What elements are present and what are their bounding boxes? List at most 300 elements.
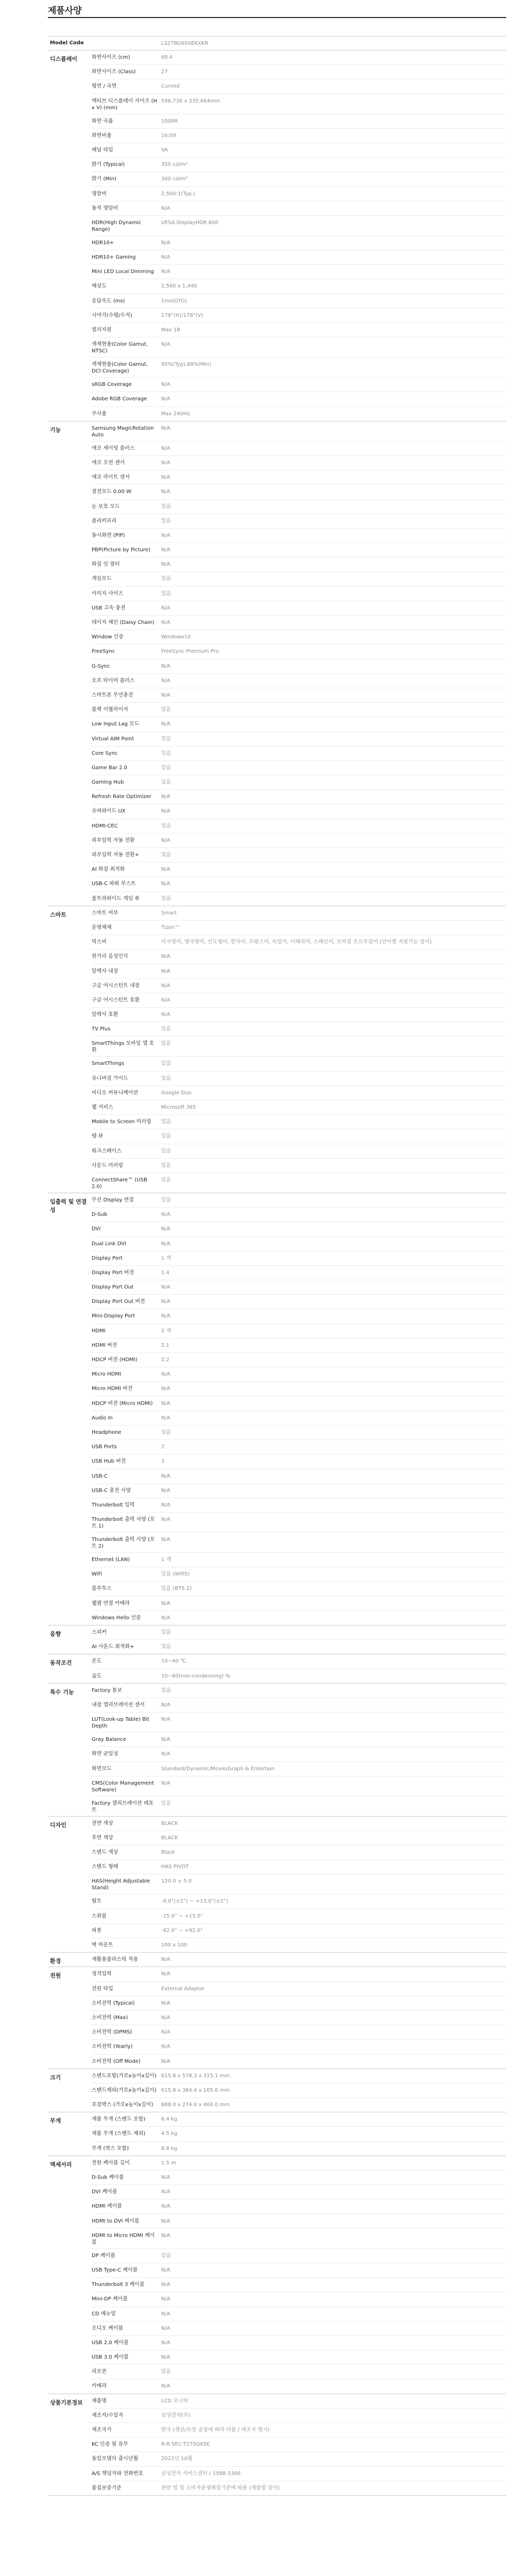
spec-value: N/A xyxy=(161,808,170,815)
spec-label: D-Sub xyxy=(92,1212,108,1218)
spec-label: 사운드 미러링 xyxy=(92,1162,124,1168)
spec-label: 리모콘 xyxy=(92,2369,107,2375)
spec-label: 화질 잇 필터 xyxy=(92,562,120,568)
spec-label: 벽 마운트 xyxy=(92,1942,113,1948)
spec-value: 1.5 m xyxy=(161,2160,176,2166)
spec-label: 구글 어시스턴트 호환 xyxy=(92,997,140,1003)
spec-row xyxy=(92,442,506,456)
spec-label: Factory 통보 xyxy=(92,1687,123,1693)
spec-value: N/A xyxy=(161,1241,170,1247)
spec-value: N/A xyxy=(161,2000,170,2006)
spec-row xyxy=(92,1909,506,1924)
spec-label: 후면 색상 xyxy=(92,1835,113,1841)
spec-label: 소비전력 (Yearly) xyxy=(92,2044,133,2050)
spec-label: AI 사운드 최적화+ xyxy=(92,1644,134,1650)
spec-label: USB Ports xyxy=(92,1444,117,1450)
spec-label: 무선 Display 연결 xyxy=(92,1197,134,1203)
spec-value: N/A xyxy=(161,982,170,989)
spec-row xyxy=(92,158,506,172)
spec-row xyxy=(92,421,506,442)
spec-row xyxy=(92,1295,506,1309)
spec-value: VA xyxy=(161,147,168,153)
spec-value: N/A xyxy=(161,677,170,684)
spec-label: 주사율 xyxy=(92,411,107,417)
spec-value: 27 xyxy=(161,69,168,75)
spec-row xyxy=(92,2199,506,2214)
spec-label: 포장박스 (가로x높이x깊이) xyxy=(92,2102,153,2108)
spec-label: WiFi xyxy=(92,1571,102,1578)
spec-label: 재활용플라스틱 적용 xyxy=(92,1957,139,1963)
spec-row xyxy=(92,2409,506,2423)
spec-label: 시야각(수평/수직) xyxy=(92,312,132,318)
spec-section xyxy=(48,2069,506,2112)
spec-row xyxy=(92,500,506,514)
spec-section xyxy=(48,1625,506,1654)
spec-label: 동시화면 (PIP) xyxy=(92,532,125,538)
spec-value: 있음 xyxy=(161,1119,171,1125)
spec-value: Windows10 xyxy=(161,634,191,640)
spec-value: 10~80(non-condensing) % xyxy=(161,1673,231,1679)
spec-row xyxy=(92,1129,506,1144)
spec-value: N/A xyxy=(161,721,170,727)
spec-row xyxy=(92,2098,506,2112)
spec-value: 있음 xyxy=(161,1630,171,1635)
spec-row xyxy=(92,1484,506,1498)
spec-value: External Adaptor xyxy=(161,1986,205,1992)
spec-row xyxy=(92,143,506,158)
spec-row xyxy=(92,616,506,630)
spec-row xyxy=(92,2249,506,2263)
spec-label: 스탠드포함(가로x높이x깊이) xyxy=(92,2073,157,2079)
spec-row xyxy=(92,703,506,717)
spec-value: N/A xyxy=(161,1012,170,1018)
spec-row xyxy=(92,2229,506,2249)
spec-value: N/A xyxy=(161,2058,170,2064)
spec-row xyxy=(92,2112,506,2127)
spec-label: 화면비율 xyxy=(92,132,112,139)
spec-value: 8.8 kg xyxy=(161,2145,178,2151)
spec-row xyxy=(92,294,506,309)
spec-value: 3 xyxy=(161,1459,165,1465)
spec-label: 게임모드 xyxy=(92,576,112,582)
spec-label: HDMI-CEC xyxy=(92,823,118,829)
spec-row xyxy=(92,601,506,616)
spec-label: 화면 곡률 xyxy=(92,118,113,124)
spec-row xyxy=(92,1597,506,1611)
spec-label: Virtual AIM Point xyxy=(92,736,134,742)
spec-value: N/A xyxy=(161,1971,170,1977)
spec-label: Gaming Hub xyxy=(92,779,124,786)
spec-value: N/A xyxy=(161,1284,170,1291)
spec-value: 178°(H)/178°(V) xyxy=(161,312,203,318)
spec-value: 4.5 kg xyxy=(161,2131,178,2137)
spec-label: 울트라와이드 게임 뷰 xyxy=(92,895,140,902)
spec-label: 습도 xyxy=(92,1673,102,1679)
spec-value: N/A xyxy=(161,2232,170,2239)
section-title: 입출력 및 연결성 xyxy=(50,1198,87,1213)
spec-label: 피봇 xyxy=(92,1927,102,1934)
spec-label: 슈퍼와이드 UX xyxy=(92,808,126,815)
spec-label: Headphone xyxy=(92,1429,122,1435)
spec-row xyxy=(92,790,506,804)
spec-value: Max 240Hz xyxy=(161,411,190,417)
spec-value: N/A xyxy=(161,2189,170,2195)
spec-row xyxy=(92,848,506,862)
spec-value: Black xyxy=(161,1850,176,1856)
spec-value: 있음 xyxy=(161,1133,171,1140)
spec-value: 삼성전자 서비스센터 / 1588-3366 xyxy=(161,2470,241,2477)
spec-row xyxy=(92,645,506,659)
spec-label: 제조국가 xyxy=(92,2427,112,2433)
spec-value: 2,500:1(Typ.) xyxy=(161,191,196,197)
spec-value: 68.4 xyxy=(161,55,173,60)
model-code-row xyxy=(48,36,506,50)
spec-value: 있음 xyxy=(161,590,171,597)
spec-row xyxy=(92,2437,506,2452)
spec-value: 미국영어, 영국영어, 인도영어, 한국어, 프랑스어, 독일어, 이태리어, 스페인어, 브라질 포르투갈어 (언어별 지원기능 상이) xyxy=(161,939,432,945)
spec-value: 한국 (생산/포장 공장에 따라 다름 / 제조국 명시) xyxy=(161,2427,270,2433)
spec-value: 관련 법 및 소비자분쟁해결기준에 따름 (제품별 상이) xyxy=(161,2485,280,2491)
spec-value: N/A xyxy=(161,1615,170,1621)
spec-label: USB 고속 충전 xyxy=(92,605,126,611)
spec-label: 전원 케이블 길이 xyxy=(92,2160,130,2166)
spec-row xyxy=(92,309,506,323)
spec-value: 1 개 xyxy=(161,1255,171,1261)
spec-label: 소비전력 (Typical) xyxy=(92,2000,135,2006)
spec-label: 소비전력 (Off Mode) xyxy=(92,2058,141,2064)
spec-value: N/A xyxy=(161,2325,170,2331)
spec-label: 탭 뷰 xyxy=(92,1133,103,1140)
spec-row xyxy=(92,1669,506,1683)
spec-row xyxy=(92,2142,506,2156)
spec-label: USB-C 충전 사양 xyxy=(92,1487,131,1494)
spec-row xyxy=(92,2336,506,2350)
spec-row xyxy=(92,1874,506,1894)
spec-label: 무게 (박스 포함) xyxy=(92,2145,129,2151)
spec-label: HDCP 버전 (HDMI) xyxy=(92,1357,137,1363)
spec-label: 틸트 xyxy=(92,1899,102,1905)
spec-value: N/A xyxy=(161,562,170,568)
spec-section xyxy=(48,421,506,906)
spec-row xyxy=(92,1008,506,1022)
spec-value: N/A xyxy=(161,2282,170,2288)
spec-value: 1ms(GTG) xyxy=(161,298,187,304)
spec-value: N/A xyxy=(161,2044,170,2050)
spec-value: Microsoft 365 xyxy=(161,1105,196,1110)
spec-row xyxy=(92,485,506,499)
spec-label: 동적 명암비 xyxy=(92,205,118,211)
section-title: 액세서리 xyxy=(50,2161,72,2168)
spec-value: N/A xyxy=(161,396,170,402)
spec-label: PBP(Picture by Picture) xyxy=(92,547,151,553)
spec-row xyxy=(92,1924,506,1938)
spec-row xyxy=(92,557,506,572)
spec-label: sRGB Coverage xyxy=(92,382,132,388)
spec-value: 있음 xyxy=(161,1075,171,1081)
spec-row xyxy=(92,1382,506,1396)
spec-label: 밝기 (Min) xyxy=(92,176,117,182)
spec-label: 유니버설 가이드 xyxy=(92,1075,128,1081)
spec-value: R-R-SEC-T270G65E xyxy=(161,2442,210,2448)
spec-label: Windows Hello 인증 xyxy=(92,1615,141,1621)
spec-label: Micro HDMI xyxy=(92,1371,121,1378)
spec-row xyxy=(92,2069,506,2083)
spec-row xyxy=(92,1967,506,1981)
spec-label: 스위블 xyxy=(92,1913,107,1919)
spec-label: 비디오 커뮤니케이션 xyxy=(92,1090,139,1096)
spec-label: Dual Link DVI xyxy=(92,1241,127,1247)
spec-row xyxy=(92,1684,506,1698)
spec-row xyxy=(92,906,506,921)
spec-row xyxy=(92,337,506,358)
spec-value: N/A xyxy=(161,1313,170,1319)
spec-value: N/A xyxy=(161,692,170,698)
spec-value: 100 x 100 xyxy=(161,1942,187,1948)
spec-value: 350 cd/m² xyxy=(161,162,188,168)
spec-row xyxy=(92,1776,506,1797)
spec-value: LCD 모니터 xyxy=(161,2398,188,2404)
section-title: 기능 xyxy=(50,426,61,433)
spec-label: 화면사이즈 (Class) xyxy=(92,69,136,75)
spec-row xyxy=(92,688,506,703)
spec-row xyxy=(92,630,506,645)
spec-label: HDR10+ xyxy=(92,240,114,246)
spec-row xyxy=(92,2011,506,2025)
spec-row xyxy=(92,2263,506,2278)
spec-value: -15.0° ~ +15.0° xyxy=(161,1913,203,1919)
spec-row xyxy=(92,1860,506,1874)
spec-label: Mobile to Screen 미러링 xyxy=(92,1119,151,1125)
spec-label: LUT(Look-up Table) Bit Depth xyxy=(92,1717,149,1730)
spec-value: 삼성전자(주) xyxy=(161,2412,191,2418)
spec-value: 120.0 ± 5.0 xyxy=(161,1878,192,1885)
spec-label: 구글 어시스턴트 내장 xyxy=(92,982,140,989)
spec-row xyxy=(92,572,506,586)
spec-row xyxy=(92,1533,506,1553)
spec-label: 알렉사 호환 xyxy=(92,1012,118,1018)
spec-value: 1000R xyxy=(161,118,178,124)
spec-value: 2 개 xyxy=(161,1328,171,1334)
spec-value: 있음 xyxy=(161,1429,171,1435)
spec-row xyxy=(92,1411,506,1426)
spec-label: Audio In xyxy=(92,1415,113,1421)
spec-label: Mini-DP 케이블 xyxy=(92,2296,128,2302)
section-title: 무게 xyxy=(50,2117,61,2125)
spec-value: 있음 xyxy=(161,1687,171,1693)
spec-label: Thunderbolt 입력 xyxy=(92,1502,135,1508)
spec-row xyxy=(92,1237,506,1251)
spec-value: 있음 xyxy=(161,1644,171,1650)
spec-section xyxy=(48,1816,506,1953)
spec-label: 알렉사 내장 xyxy=(92,968,118,974)
spec-value: 있음 xyxy=(161,2369,171,2375)
spec-label: Core Sync xyxy=(92,750,118,756)
spec-row xyxy=(92,2156,506,2171)
spec-value: 있음 xyxy=(161,1061,171,1067)
spec-value: N/A xyxy=(161,2311,170,2317)
spec-label: DVI xyxy=(92,1226,101,1232)
spec-value: Google Duo xyxy=(161,1090,192,1096)
spec-row xyxy=(92,1115,506,1129)
spec-label: Display Port 버전 xyxy=(92,1269,134,1276)
section-title: 디스플레이 xyxy=(50,56,78,62)
spec-label: 블루투스 xyxy=(92,1586,112,1592)
spec-value: 있음 (BT5.2) xyxy=(161,1586,192,1592)
spec-value: 있음 xyxy=(161,1197,171,1203)
spec-label: 소비전력 (DPMS) xyxy=(92,2029,132,2036)
spec-value: N/A xyxy=(161,547,170,553)
spec-label: 애코 세이빙 플러스 xyxy=(92,445,135,451)
spec-label: 품질보증기준 xyxy=(92,2485,122,2491)
spec-row xyxy=(92,964,506,979)
section-title: 동작조건 xyxy=(50,1659,72,1667)
spec-label: 화면사이즈 (cm) xyxy=(92,55,130,60)
spec-value: 있음 xyxy=(161,750,171,756)
spec-value: Max 1B xyxy=(161,327,181,333)
spec-value: N/A xyxy=(161,1371,170,1378)
spec-label: 전원 타입 xyxy=(92,1986,113,1992)
spec-value: N/A xyxy=(161,2175,170,2180)
spec-value: 있음 (Wifi5) xyxy=(161,1571,190,1578)
spec-label: HDMI 케이블 xyxy=(92,2204,122,2210)
spec-label: 정격입력 xyxy=(92,1971,112,1977)
spec-label: 스마트 여부 xyxy=(92,910,118,916)
spec-value: 688.0 x 274.0 x 460.0 mm xyxy=(161,2102,230,2108)
spec-label: 내장 캘리브레이션 센서 xyxy=(92,1702,145,1708)
spec-label: 스탠드제외(가로x높이x깊이) xyxy=(92,2087,157,2093)
spec-value: 615.8 x 384.4 x 165.6 mm xyxy=(161,2087,230,2093)
spec-label: 스마트폰 무선충전 xyxy=(92,692,133,698)
spec-row xyxy=(92,819,506,834)
spec-value: N/A xyxy=(161,342,170,348)
spec-row xyxy=(92,1072,506,1086)
spec-label: Factory 캘리브레이션 레포트 xyxy=(92,1800,154,1813)
spec-row xyxy=(92,761,506,775)
spec-row xyxy=(92,1713,506,1733)
spec-row xyxy=(92,2321,506,2336)
spec-label: D-Sub 케이블 xyxy=(92,2175,124,2180)
spec-label: 응답속도 (ms) xyxy=(92,298,125,304)
spec-value: 2.2 xyxy=(161,1357,169,1363)
spec-row xyxy=(92,1426,506,1440)
spec-label: 데이지 체인 (Daisy Chain) xyxy=(92,620,154,625)
spec-label: Display Port Out xyxy=(92,1284,134,1291)
spec-label: 색재현율(Color Gamut, NTSC) xyxy=(92,342,148,354)
spec-value: N/A xyxy=(161,620,170,625)
spec-label: FreeSync xyxy=(92,649,115,655)
spec-label: 제품 무게 (스탠드 포함) xyxy=(92,2116,146,2123)
spec-row xyxy=(92,543,506,557)
spec-label: 스탠드 형태 xyxy=(92,1864,118,1870)
spec-row xyxy=(92,892,506,906)
spec-row xyxy=(92,834,506,848)
spec-row xyxy=(92,1173,506,1193)
spec-label: USB 3.0 케이블 xyxy=(92,2354,129,2361)
spec-row xyxy=(92,2214,506,2229)
spec-row xyxy=(92,1567,506,1582)
spec-label: 색재현율(Color Gamut, DCI Coverage) xyxy=(92,362,148,375)
spec-row xyxy=(92,1797,506,1816)
spec-value: N/A xyxy=(161,1737,170,1743)
spec-value: 2 xyxy=(161,1444,165,1450)
spec-value: N/A xyxy=(161,663,170,669)
spec-table xyxy=(48,36,506,2495)
spec-row xyxy=(92,1208,506,1222)
spec-row xyxy=(92,2350,506,2365)
spec-row xyxy=(92,1845,506,1860)
spec-row xyxy=(92,1266,506,1280)
spec-row xyxy=(92,1469,506,1484)
spec-value: 596.736 x 335.664mm xyxy=(161,98,220,104)
spec-row xyxy=(92,407,506,421)
spec-value: Tizen™ xyxy=(161,924,180,930)
spec-row xyxy=(92,94,506,114)
section-title: 스마트 xyxy=(50,911,66,918)
spec-value: N/A xyxy=(161,425,170,431)
spec-value: 있음 xyxy=(161,823,171,829)
spec-value: N/A xyxy=(161,2029,170,2036)
spec-value: -92.0° ~ +92.0° xyxy=(161,1927,203,1934)
spec-row xyxy=(92,470,506,485)
spec-row xyxy=(92,1353,506,1367)
spec-section xyxy=(48,1654,506,1683)
spec-value: N/A xyxy=(161,1957,170,1963)
spec-label: Thunderbolt 출력 사양 (포트 2) xyxy=(92,1537,155,1550)
spec-row xyxy=(92,2040,506,2054)
model-code-value: LS27BG650EKXKR xyxy=(161,41,209,46)
spec-row xyxy=(92,717,506,732)
spec-row xyxy=(92,732,506,747)
spec-value: N/A xyxy=(161,867,170,873)
spec-value: N/A xyxy=(161,1751,170,1757)
spec-row xyxy=(92,1037,506,1057)
spec-label: Window 인증 xyxy=(92,634,124,640)
spec-row xyxy=(92,1159,506,1173)
spec-label: ConnectShare™ (USB 2.0) xyxy=(92,1177,147,1190)
model-code-label: Model Code xyxy=(50,40,84,46)
spec-label: Adobe RGB Coverage xyxy=(92,396,147,402)
spec-value: 있음 xyxy=(161,1162,171,1168)
spec-row xyxy=(92,1338,506,1353)
spec-value: 6.4 kg xyxy=(161,2116,178,2123)
section-title: 전원 xyxy=(50,1972,61,1979)
spec-value: Smart xyxy=(161,910,177,916)
spec-label: 플리커프리 xyxy=(92,518,117,524)
spec-label: 화면모드 xyxy=(92,1766,112,1772)
spec-row xyxy=(92,1817,506,1831)
spec-value: N/A xyxy=(161,837,170,843)
spec-label: 스피커 xyxy=(92,1630,107,1635)
section-title: 특수 기능 xyxy=(50,1688,74,1696)
spec-row xyxy=(92,775,506,790)
spec-row xyxy=(92,2025,506,2040)
spec-value: FreeSync Premium Pro xyxy=(161,649,219,655)
spec-label: 제품명 xyxy=(92,2398,107,2404)
spec-label: CD 매뉴얼 xyxy=(92,2311,116,2317)
spec-row xyxy=(92,1367,506,1382)
spec-value: N/A xyxy=(161,1299,170,1305)
spec-label: 오프 타이머 플러스 xyxy=(92,677,135,684)
section-title: 상품기본정보 xyxy=(50,2399,83,2406)
spec-label: SmartThings 모바일 앱 호환 xyxy=(92,1041,154,1054)
spec-row xyxy=(92,2171,506,2185)
spec-label: HDCP 버전 (Micro HDMI) xyxy=(92,1400,153,1406)
spec-row xyxy=(92,993,506,1008)
spec-value: N/A xyxy=(161,1600,170,1606)
spec-row xyxy=(92,1553,506,1567)
spec-row xyxy=(92,1982,506,1996)
spec-row xyxy=(92,279,506,294)
